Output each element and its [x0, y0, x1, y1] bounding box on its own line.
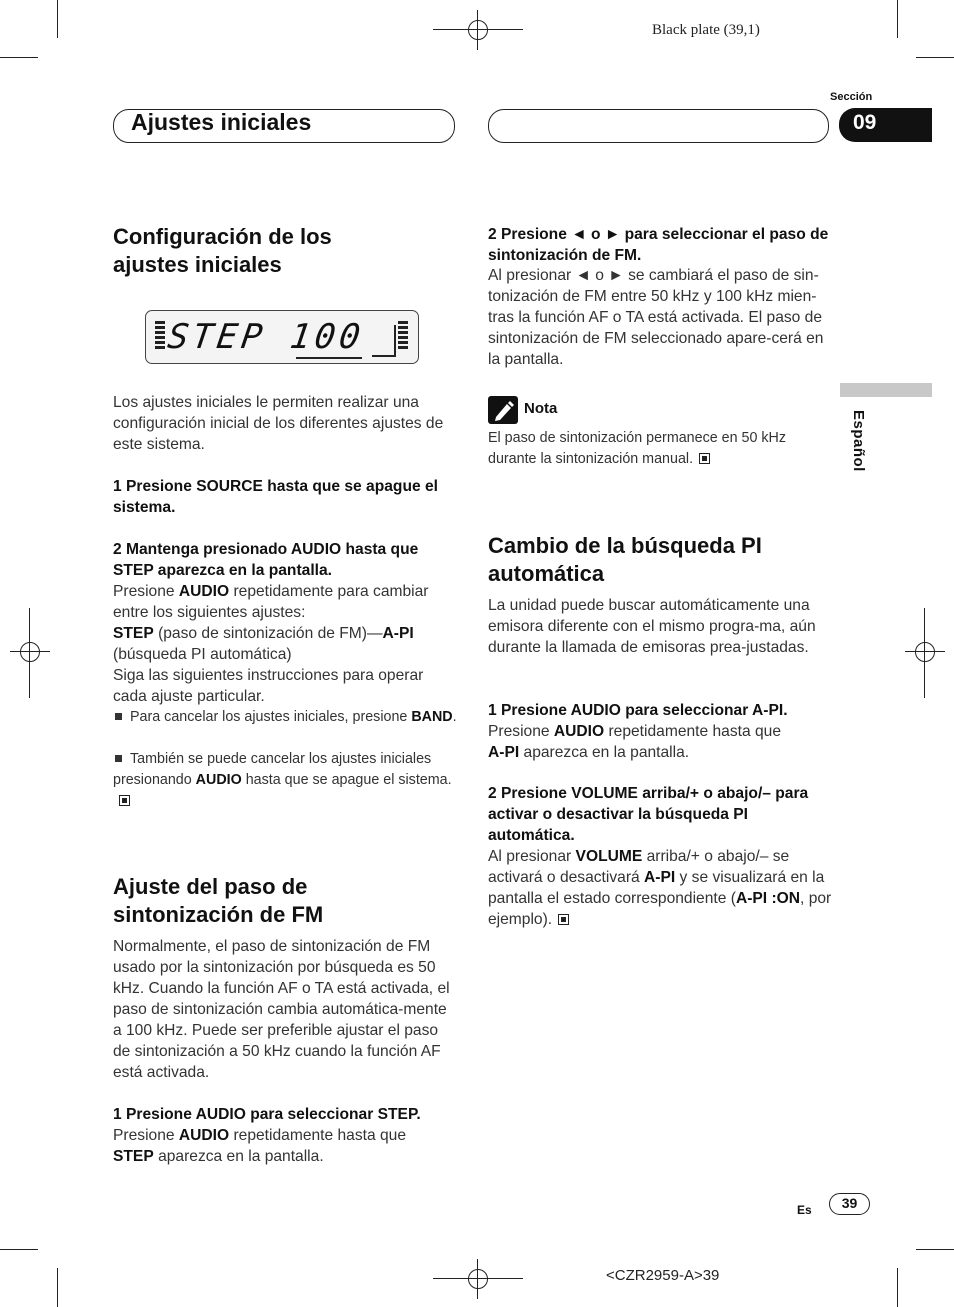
end-mark-icon	[558, 914, 569, 925]
language-tab	[840, 383, 932, 397]
crop-mark	[433, 1278, 523, 1279]
header-pill-empty	[488, 109, 829, 143]
lcd-bracket	[372, 325, 396, 357]
note-label: Nota	[524, 400, 558, 417]
page-number: 39	[841, 1195, 858, 1211]
crop-mark	[57, 0, 58, 38]
note-body: El paso de sintonización permanece en 50 kHz durante la sintonización manual.	[488, 430, 787, 467]
seccion-label: Sección	[830, 91, 873, 103]
bullet-icon	[115, 713, 122, 720]
step-select-paso-body: Al presionar ◄ o ► se cambiará el paso de sin-tonización de FM entre 50 kHz y 100 kHz mien-tras la función AF o TA está activada. El paso de sintonización de FM seleccionado apare-cerá en la pantalla.	[488, 267, 824, 368]
end-mark-icon	[119, 795, 130, 806]
registration-mark-icon	[458, 1259, 498, 1299]
intro-text: Los ajustes iniciales le permiten realizar una configuración inicial de los diferentes ajustes de este sistema.	[113, 394, 444, 453]
heading-configuracion: Configuración de los ajustes iniciales	[113, 224, 332, 277]
step-select-paso: 2 Presione ◄ o ► para seleccionar el paso de sintonización de FM.	[488, 226, 829, 264]
note-bullet-audio: También se puede cancelar los ajustes iniciales presionando AUDIO hasta que se apague el sistema.	[113, 749, 458, 812]
page-number-pill	[829, 1193, 870, 1215]
heading-busqueda-pi: Cambio de la búsqueda PI automática	[488, 533, 762, 586]
lcd-underline	[296, 357, 362, 359]
lcd-display	[145, 310, 419, 364]
step-select-api: 1 Presione AUDIO para seleccionar A-PI.	[488, 702, 788, 719]
footer-lang: Es	[797, 1203, 812, 1217]
busqueda-pi-body: La unidad puede buscar automáticamente una emisora diferente con el mismo progra-ma, aún durante la llamada de emisoras prea-justadas.	[488, 597, 816, 656]
step-select-step: 1 Presione AUDIO para seleccionar STEP.	[113, 1106, 421, 1123]
crop-mark	[897, 0, 898, 38]
plate-label: Black plate (39,1)	[652, 22, 760, 38]
crop-mark	[29, 608, 30, 698]
section-number: 09	[853, 111, 877, 134]
level-bars-icon	[155, 321, 165, 353]
step-select-step-body: Presione AUDIO repetidamente hasta que STEP aparezca en la pantalla.	[113, 1127, 406, 1165]
step-source: 1 Presione SOURCE hasta que se apague el sistema.	[113, 478, 438, 516]
step-audio: 2 Mantenga presionado AUDIO hasta que STEP aparezca en la pantalla.	[113, 541, 419, 579]
crop-mark	[924, 608, 925, 698]
note-bullet-band: Para cancelar los ajustes iniciales, presione BAND.	[113, 707, 458, 728]
crop-mark	[433, 29, 523, 30]
level-bars-icon	[398, 321, 408, 353]
note-icon	[488, 396, 518, 424]
crop-mark	[0, 1249, 38, 1250]
registration-mark-icon	[10, 632, 50, 672]
heading-paso-fm: Ajuste del paso de sintonización de FM	[113, 874, 324, 927]
section-title: Ajustes iniciales	[131, 109, 312, 135]
step-volume: 2 Presione VOLUME arriba/+ o abajo/– para activar o desactivar la búsqueda PI automática.	[488, 785, 809, 844]
crop-mark	[916, 1249, 954, 1250]
registration-mark-icon	[458, 10, 498, 50]
registration-mark-icon	[905, 632, 945, 672]
crop-mark	[897, 1268, 898, 1307]
step-volume-body: Al presionar VOLUME arriba/+ o abajo/– se activará o desactivará A-PI y se visualizará en la pantalla el estado correspondiente (A-PI :ON, por ejemplo).	[488, 848, 832, 928]
lcd-text: STEP 100	[165, 317, 367, 357]
crop-mark	[916, 57, 954, 58]
paso-fm-body: Normalmente, el paso de sintonización de FM usado por la sintonización por búsqueda es 50 kHz. Cuando la función AF o TA está activada, el paso de sintonización cambia automática-mente a 100 kHz. Puede ser preferible ajustar el paso de sintonización a 50 kHz cuando la función AF está activada.	[113, 938, 450, 1081]
step-audio-body: Presione AUDIO repetidamente para cambiar entre los siguientes ajustes: STEP (paso de sintonización de FM)—A-PI (búsqueda PI automática) Siga las siguientes instrucciones para operar cada ajuste particular.	[113, 583, 429, 705]
bullet-icon	[115, 755, 122, 762]
footer-code: <CZR2959-A>39	[606, 1267, 720, 1284]
crop-mark	[0, 57, 38, 58]
section-number-badge	[839, 108, 932, 142]
crop-mark	[57, 1268, 58, 1307]
step-select-api-body: Presione AUDIO repetidamente hasta que A-PI aparezca en la pantalla.	[488, 723, 781, 761]
language-label: Español	[850, 410, 867, 472]
end-mark-icon	[699, 453, 710, 464]
